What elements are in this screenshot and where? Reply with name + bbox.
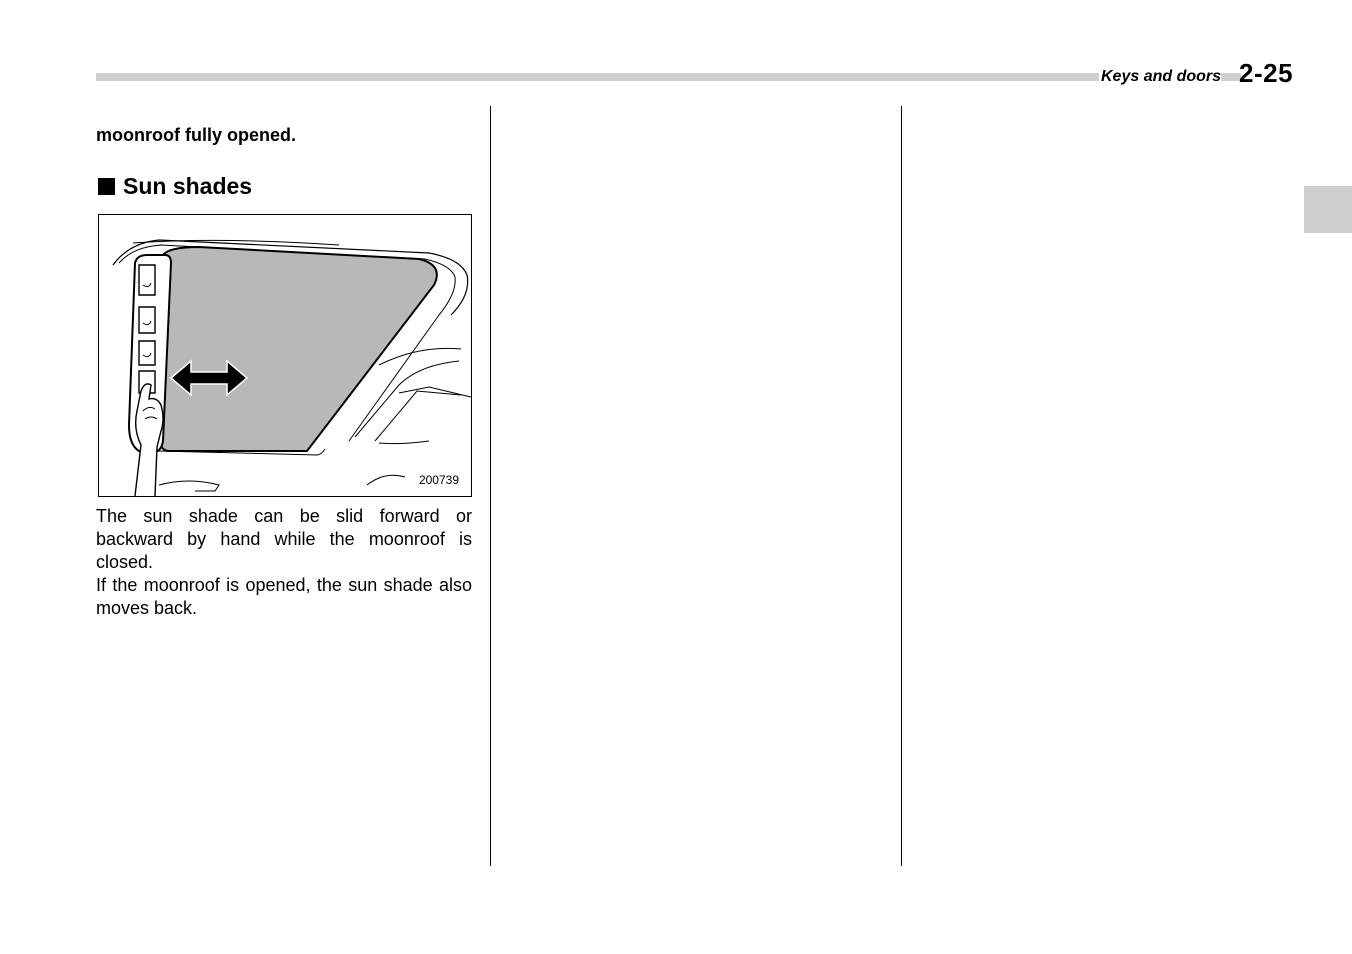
section-heading-label: Sun shades	[123, 173, 253, 199]
figure-code: 200739	[418, 473, 459, 487]
continued-text: moonroof fully opened.	[96, 125, 296, 145]
page-number: 2-25	[1239, 58, 1294, 88]
header-rule	[96, 73, 1241, 81]
hand-icon	[135, 384, 163, 496]
column-divider-2	[901, 106, 902, 866]
black-square-icon	[98, 178, 115, 195]
header-section-title: Keys and doors	[1101, 68, 1222, 85]
moonroof-sun-shade-illustration	[99, 215, 471, 496]
column-1	[96, 120, 472, 620]
column-divider-1	[490, 106, 491, 866]
body-text	[96, 505, 472, 620]
sun-shade-figure	[98, 214, 472, 497]
paragraph-1: The sun shade can be slid forward or backward by hand while the moonroof is closed.	[96, 506, 472, 572]
paragraph-2: If the moonroof is opened, the sun shade also moves back.	[96, 575, 472, 618]
section-heading	[96, 171, 472, 201]
chapter-tab	[1304, 186, 1352, 233]
